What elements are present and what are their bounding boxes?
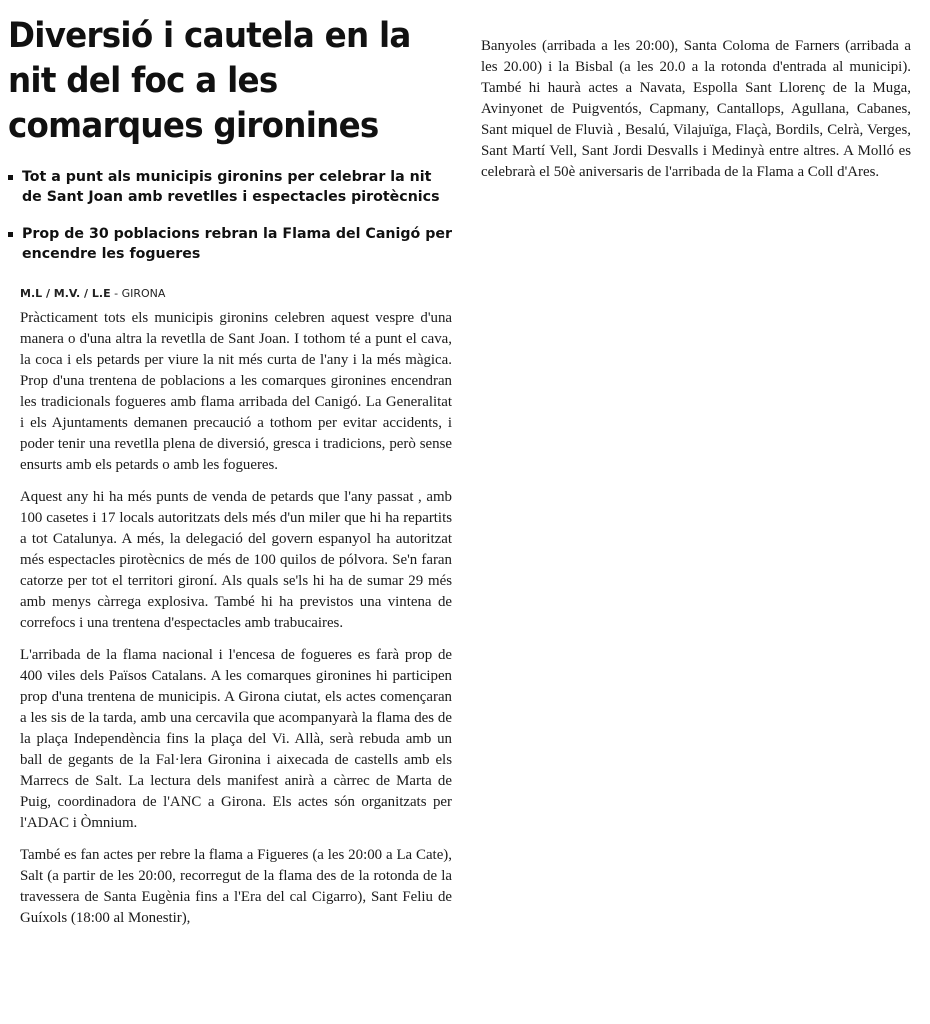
body-paragraph: Banyoles (arribada a les 20:00), Santa Coloma de Farners (arribada a les 20.00) i la Bisbal (a les 20.0 a la rotonda d'entrada al municipi). També hi haurà actes a Navata, Espolla Sant Llorenç de la Muga, Avinyonet de Puigventós, Capmany, Cantallops, Agullana, Cabanes, Sant miquel de Fluvià , Besalú, Vilajuïga, Flaçà, Bordils, Celrà, Verges, Sant Martí Vell, Sant Jordi Desvalls i Medinyà entre altres. A Molló es celebrarà el 50è aniversaris de l'arribada de la Flama a Coll d'Ares. <box>481 38 911 180</box>
byline <box>20 286 452 302</box>
article-headline: Diversió i cautela en la nit del foc a les comarques gironines <box>8 16 411 146</box>
body-paragraph: L'arribada de la flama nacional i l'encesa de fogueres es farà prop de 400 viles dels Països Catalans. A les comarques gironines hi participen prop d'una trentena de municipis. A Girona ciutat, els actes començaran a les sis de la tarda, amb una cercavila que acompanyarà la flama des de la plaça Independència fins la plaça del Vi. Allà, serà rebuda amb un ball de gegants de la Fal·lera Gironina i aixecada de castells amb els Marrecs de Salt. La lectura dels manifest anirà a càrrec de Marta de Puig, coordinadora de l'ANC a Girona. Els actes són organitzats per l'ADAC i Òmnium. <box>20 647 452 831</box>
article-left-column <box>8 14 452 940</box>
byline-city: GIRONA <box>121 287 166 300</box>
byline-separator: - <box>110 287 122 300</box>
body-paragraph: Aquest any hi ha més punts de venda de petards que l'any passat , amb 100 casetes i 17 locals autoritzats dels més d'un miler que hi ha repartits a tot Catalunya. A més, la delegació del govern espanyol ha autoritzat més espectacles pirotècnics de més de 100 quilos de pólvora. Se'n faran catorze per tot el territori gironí. Als quals se'ls hi ha de sumar 29 més amb menys càrrega explosiva. També hi ha previstos una vintena de correfocs i una trentena d'espectacles amb trabucaires. <box>20 489 452 631</box>
subheadline-item: Prop de 30 poblacions rebran la Flama del Canigó per encendre les fogueres <box>8 224 452 264</box>
article-right-column <box>481 36 911 194</box>
subheadline-list <box>8 167 452 264</box>
subheadline-item: Tot a punt als municipis gironins per celebrar la nit de Sant Joan amb revetlles i espectacles pirotècnics <box>8 167 452 207</box>
body-paragraph: També es fan actes per rebre la flama a Figueres (a les 20:00 a La Cate), Salt (a partir de les 20:00, recorregut de la flama des de la rotonda de la travessera de Santa Eugènia fins a l'Era del cal Cigarro), Sant Feliu de Guíxols (18:00 al Monestir), <box>20 847 452 926</box>
body-paragraph: Pràcticament tots els municipis gironins celebren aquest vespre d'una manera o d'una altra la revetlla de Sant Joan. I tothom té a punt el cava, la coca i els petards per viure la nit més curta de l'any i la més màgica. Prop d'una trentena de poblacions a les comarques gironines encendran les tradicionals fogueres amb flama arribada del Canigó. La Generalitat i els Ajuntaments demanen precaució a tothom per evitar accidents, i poder tenir una revetlla plena de diversió, gresca i tradicions, però sense ensurts amb els petards o amb les fogueres. <box>20 310 452 473</box>
byline-authors: M.L / M.V. / L.E <box>20 287 111 300</box>
article-body-left <box>8 308 452 929</box>
